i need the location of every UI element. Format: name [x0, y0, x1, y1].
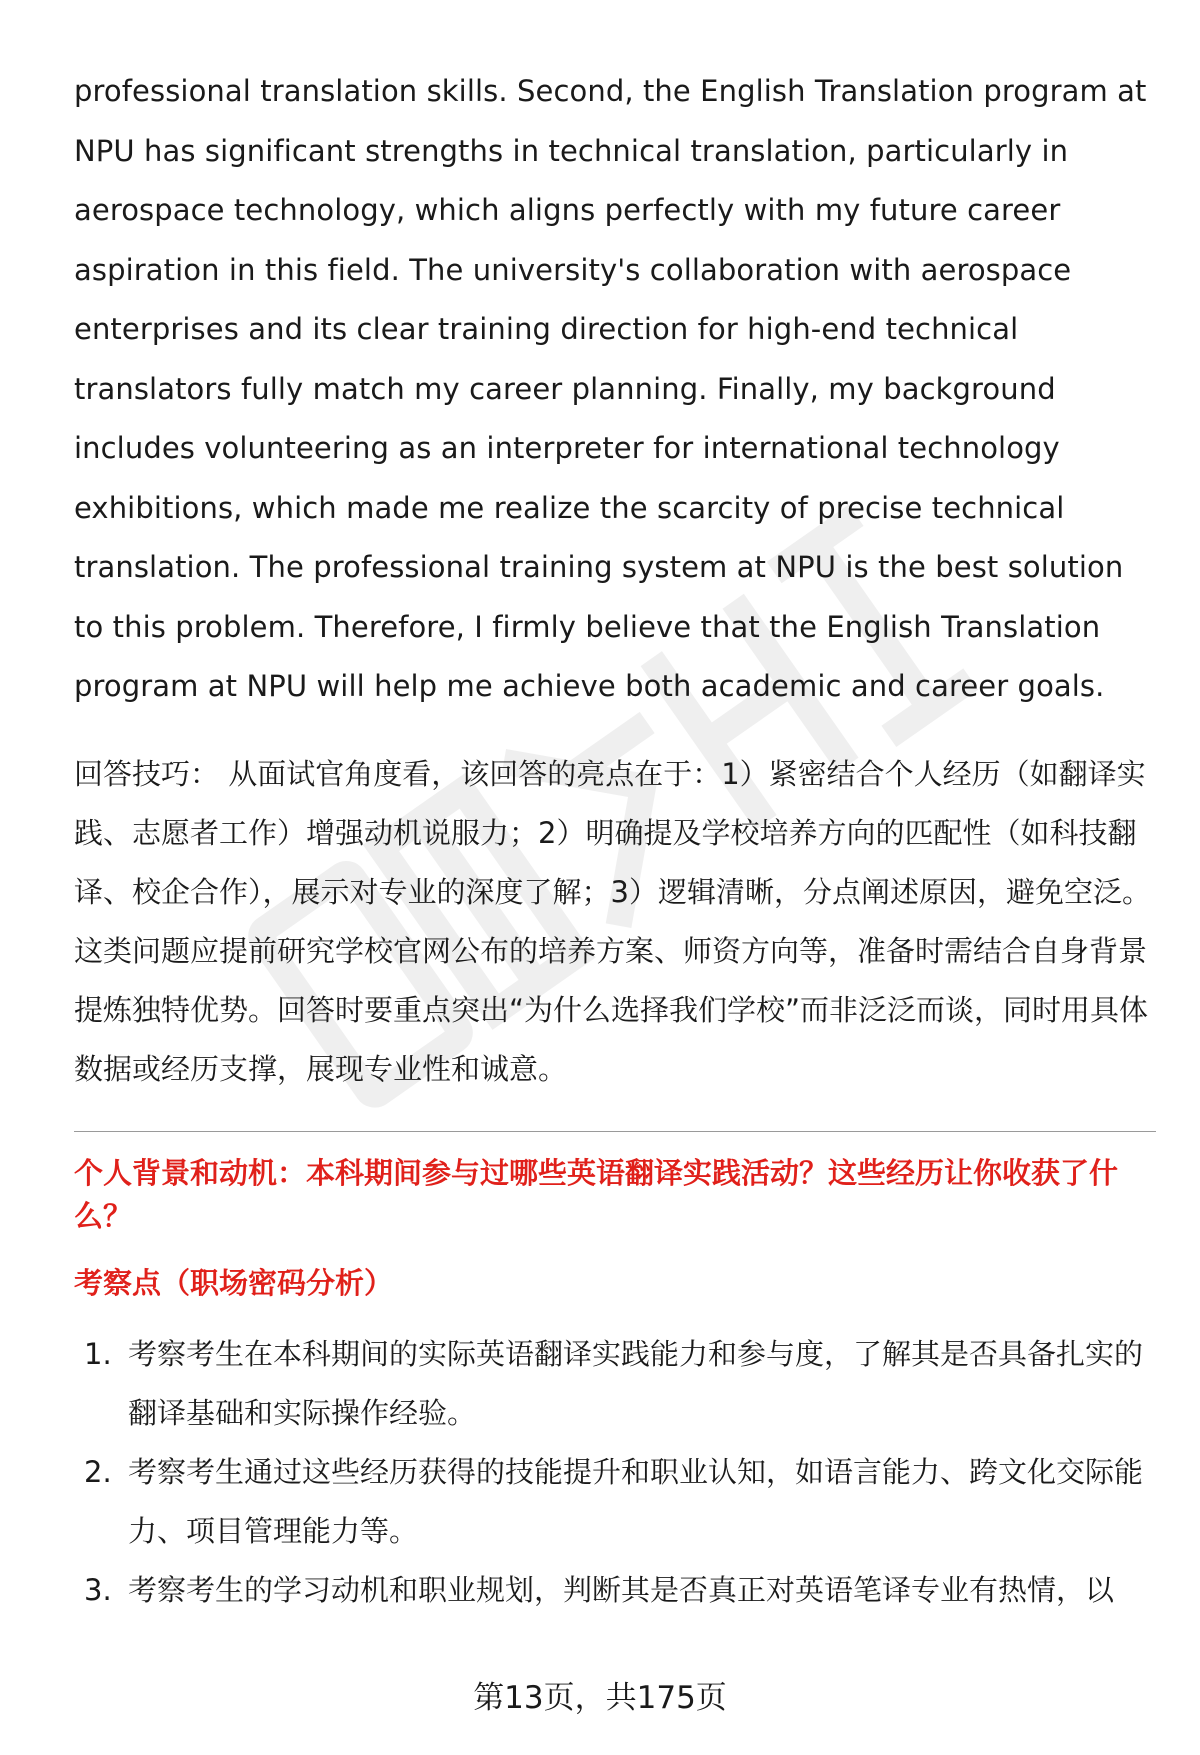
- list-item: [74, 1325, 1154, 1443]
- list-item-text: 考察考生通过这些经历获得的技能提升和职业认知，如语言能力、跨文化交际能力、项目管理能力等。: [128, 1454, 1144, 1548]
- page-footer: 第13页，共175页: [473, 1680, 727, 1716]
- document-page: [74, 62, 1154, 1620]
- list-item-number: 1.: [84, 1336, 112, 1371]
- list-item: [74, 1561, 1154, 1620]
- list-item: [74, 1443, 1154, 1561]
- list-item-text: 考察考生在本科期间的实际英语翻译实践能力和参与度，了解其是否具备扎实的翻译基础和实际操作经验。: [128, 1336, 1144, 1430]
- tips-paragraph: 回答技巧： 从面试官角度看，该回答的亮点在于：1）紧密结合个人经历（如翻译实践、志愿者工作）增强动机说服力；2）明确提及学校培养方向的匹配性（如科技翻译、校企合作），展示对专业的深度了解；3）逻辑清晰，分点阐述原因，避免空泛。这类问题应提前研究学校官网公布的培养方案、师资方向等，准备时需结合自身背景提炼独特优势。回答时要重点突出“为什么选择我们学校”而非泛泛而谈，同时用具体数据或经历支撑，展现专业性和诚意。: [74, 756, 1151, 1086]
- answer-paragraph: professional translation skills. Second, the English Translation program at NPU has significant strengths in technical translation, particularly in aerospace technology, which aligns perfectly with my future career aspiration in this field. The university's collaboration with aerospace enterprises and its clear training direction for high-end technical translators fully match my career planning. Finally, my background includes volunteering as an interpreter for international technology exhibitions, which made me realize the scarcity of precise technical translation. The professional training system at NPU is the best solution to this problem. Therefore, I firmly believe that the English Translation program at NPU will help me achieve both academic and career goals.: [74, 74, 1147, 703]
- section-divider: [74, 1131, 1156, 1132]
- assessment-subheading: 考察点（职场密码分析）: [74, 1265, 394, 1300]
- question-heading: 个人背景和动机：本科期间参与过哪些英语翻译实践活动？这些经历让你收获了什么？: [74, 1155, 1119, 1233]
- list-item-number: 3.: [84, 1572, 112, 1607]
- list-item-text: 考察考生的学习动机和职业规划，判断其是否真正对英语笔译专业有热情，以: [128, 1572, 1115, 1607]
- assessment-points-list: [74, 1325, 1154, 1620]
- list-item-number: 2.: [84, 1454, 112, 1489]
